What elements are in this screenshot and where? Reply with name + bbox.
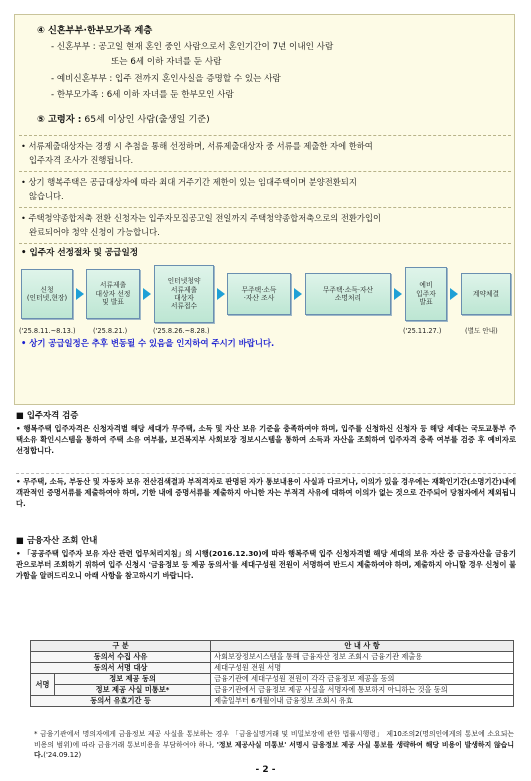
table-row: 동의서 유효기간 등 제출일부터 6개월이내 금융정보 조회시 유효 — [31, 696, 514, 707]
arrow-right-icon — [143, 288, 151, 300]
arrow-right-icon — [450, 288, 458, 300]
page-number: - 2 - — [255, 765, 276, 775]
arrow-right-icon — [217, 288, 225, 300]
flow-step-explanation: 무주택·소득·자산 소명처리 — [305, 273, 391, 315]
section-title-verification: ■ 입주자격 검증 — [16, 410, 79, 420]
elderly-desc: 65세 이상인 사람(출생일 기준) — [81, 114, 210, 125]
eligibility-box — [14, 14, 515, 405]
divider — [19, 243, 511, 244]
flow-date: ('25.8.26.~8.28.) — [153, 327, 210, 335]
flow-date: ('25.8.11.~8.13.) — [19, 327, 76, 335]
arrow-right-icon — [294, 288, 302, 300]
flow-step-survey: 무주택·소득 ·자산 조사 — [227, 273, 291, 315]
flow-step-document-target: 서류제출 대상자 선정 및 발표 — [86, 269, 140, 319]
flow-step-contract: 계약체결 — [461, 273, 511, 315]
flow-step-document-submit: 인터넷청약 서류제출 대상자 서류접수 — [154, 265, 214, 323]
heading-elderly — [37, 114, 210, 126]
prospective-line: - 예비신혼부부 : 입주 전까지 혼인사실을 증명할 수 있는 사람 — [51, 74, 281, 84]
bullet-residence-2: 않습니다. — [29, 191, 64, 201]
table-row: 동의서 수집 사유 사회보장정보시스템을 통해 금융자산 정보 조회시 금융기관 제출용 — [31, 652, 514, 663]
finance-paragraph: • 「공공주택 입주자 보유 자산 관련 업무처리지침」의 시행(2016.12.30)에 따라 행복주택 입주 신청자격별 해당 세대의 보유 자산 중 금융자산을 금융기관으로부터 조회하기 위하여 입주 신청시 '금융정보 등 제공 동의서'를 세대구성원 전원이 서명하여 반드시 제출하여야 하며, 제출하지 아니할 경우 신청이 불가함을 알려드리오니 아래 사항을 참고하시기 바랍니다. — [16, 549, 516, 580]
finance-footnote: * 금융기관에서 명의자에게 금융정보 제공 사실을 통보하는 경우 「금융실명거래 및 비밀보장에 관한 법률시행령」 제10조의2(명의인에게의 통보에 소요되는 비용의 범위)에 따라 금융거래 통보비용을 부담하여야 하나, '정보 제공사실 미통보' 서명시 금융정보 제공 사실 통보를 생략하여 해당 비용이 발생하지 않습니다.('24.09.12) — [34, 730, 514, 760]
flow-date: ('25.8.21.) — [93, 327, 128, 335]
flow-date: ('25.11.27.) — [403, 327, 442, 335]
schedule-notice: • 상기 공급일정은 추후 변동될 수 있음을 인지하여 주시기 바랍니다. — [21, 338, 275, 348]
table-row: 서명 정보 제공 동의 금융기관에 세대구성원 전원이 각각 금융정보 제공을 동의 — [31, 674, 514, 685]
divider — [19, 171, 511, 172]
arrow-right-icon — [76, 288, 84, 300]
bullet-savings: • 주택청약종합저축 전환 신청자는 입주자모집공고일 전일까지 주택청약종합저축으로의 전환가입이 — [21, 213, 381, 223]
newlywed-line: - 신혼부부 : 공고일 현재 혼인 중인 사람으로서 혼인기간이 7년 이내인 사람 — [51, 42, 334, 52]
flow-step-apply: 신청 (인터넷,현장) — [21, 269, 73, 319]
bullet-residence: • 상기 행복주택은 공급대상자에 따라 최대 거주기간 제한이 있는 임대주택이며 분양전환되지 — [21, 177, 357, 187]
consent-table — [30, 640, 514, 707]
divider — [19, 135, 511, 136]
heading-newlywed: ④ 신혼부부·한부모가족 계층 — [37, 25, 153, 36]
table-header: 구 분 안 내 사 항 — [31, 641, 514, 652]
flow-date: (별도 안내) — [465, 327, 498, 335]
divider — [19, 207, 511, 208]
section-title-finance: ■ 금융자산 조회 안내 — [16, 535, 98, 545]
bullet-selection-2: 입주자격 조사가 진행됩니다. — [29, 155, 134, 165]
table-row: 동의서 서명 대상 세대구성원 전원 서명 — [31, 663, 514, 674]
single-parent-line: - 한부모가족 : 6세 이하 자녀를 둔 한부모인 사람 — [51, 90, 234, 100]
verification-paragraph-2: • 무주택, 소득, 부동산 및 자동차 보유 전산검색결과 부적격자로 판명된 자가 통보내용이 사실과 다르거나, 이의가 있을 경우에는 재확인기간(소명기간)내에 객관적인 증명서류를 제출하여야 하며, 기한 내에 증명서류를 제출하지 아니한 자는 부적격 사유에 대하여 이의가 없는 것으로 간주되어 당첨자에서 제외됩니다. — [16, 477, 516, 508]
bullet-savings-2: 완료되어야 청약 신청이 가능합니다. — [29, 227, 160, 237]
newlywed-line-2: 또는 6세 이하 자녀를 둔 사람 — [111, 57, 222, 67]
arrow-right-icon — [394, 288, 402, 300]
flow-step-announce: 예비 입주자 발표 — [405, 267, 447, 321]
divider — [16, 473, 516, 474]
table-row: 정보 제공 사실 미통보* 금융기관에서 금융정보 제공 사실을 서명자에 통보하지 아니하는 것을 동의 — [31, 685, 514, 696]
bullet-selection: • 서류제출대상자는 경쟁 시 추첨을 통해 선정하며, 서류제출대상자 중 서류를 제출한 자에 한하여 — [21, 141, 373, 151]
flow-title: • 입주자 선정절차 및 공급일정 — [21, 248, 139, 258]
verification-paragraph-1: • 행복주택 입주자격은 신청자격별 해당 세대가 무주택, 소득 및 자산 보유 기준을 충족하여야 하며, 입주를 신청하신 신청자 등 해당 세대는 국토교통부 주택소유 확인시스템을 통하여 주택 소유 여부를, 보건복지부 사회보장 정보시스템을 통하여 소득과 자산을 조회하여 입주자격 충족 여부를 검증 후 예비자로 선정합니다. — [16, 424, 516, 455]
elderly-label: ⑤ 고령자 : — [37, 114, 82, 125]
